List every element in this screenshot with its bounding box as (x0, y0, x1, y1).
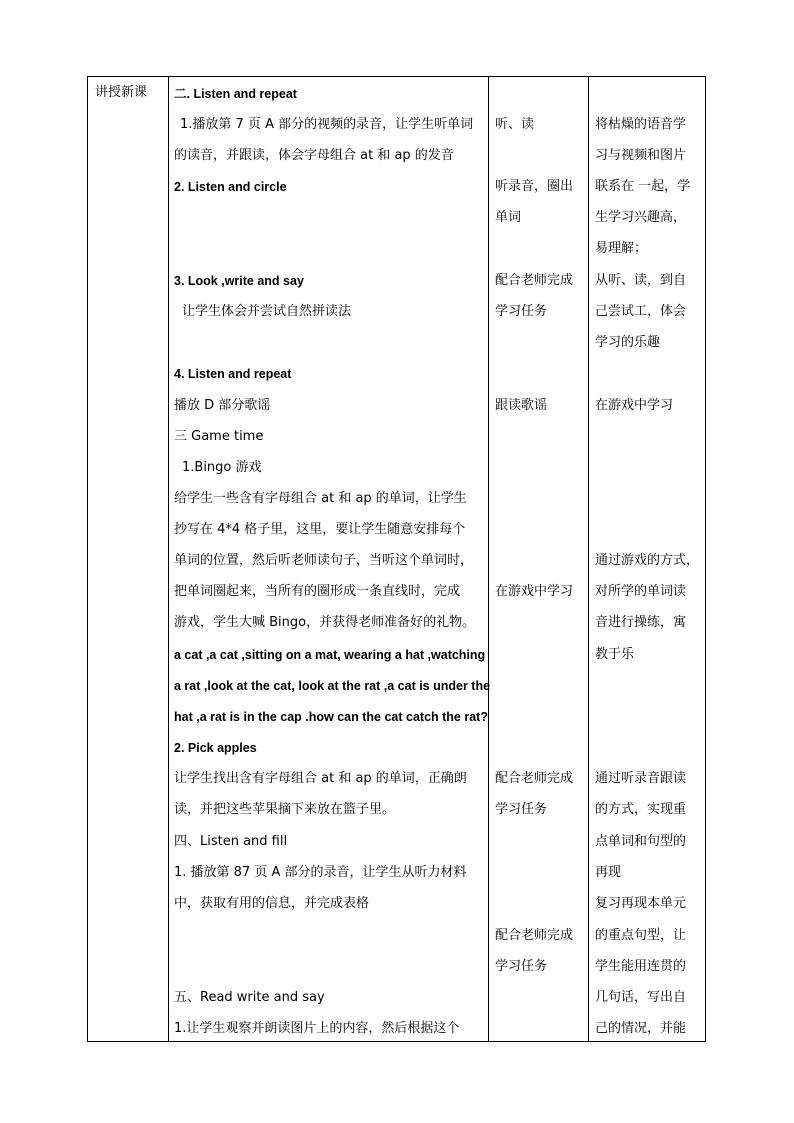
intent-line: 再现 (595, 865, 622, 880)
intent-line: 点单词和句型的 (595, 834, 687, 849)
step-line: 读，并把这些苹果摘下来放在篮子里。 (174, 802, 396, 817)
step-line: 让学生找出含有字母组合 at 和 ap 的单词，正确朗 (174, 771, 467, 786)
activity-line: 在游戏中学习 (495, 584, 574, 599)
activity-line: 单词 (495, 210, 522, 225)
intent-line: 生学习兴趣高， (595, 210, 687, 225)
intent-line: 将枯燥的语音学 (595, 117, 687, 132)
section-label: 讲授新课 (95, 85, 148, 100)
intent-line: 教于乐 (595, 647, 635, 662)
chant-line: hat ,a rat is in the cap .how can the cat catch the rat? (174, 710, 488, 724)
step-line: 单词的位置，然后听老师读句子，当听这个单词时， (174, 553, 474, 568)
intent-line: 己的情况，并能 (595, 1021, 687, 1036)
step-line: 把单词圈起来，当所有的圈形成一条直线时，完成 (174, 584, 461, 599)
lesson-plan-table (87, 76, 706, 1042)
intent-line: 复习再现本单元 (595, 896, 687, 911)
step-line: 游戏，学生大喊 Bingo，并获得老师准备好的礼物。 (174, 615, 476, 630)
activity-line: 学习任务 (495, 959, 548, 974)
step-heading: 2. Listen and circle (174, 180, 287, 194)
intent-line: 的方式，实现重 (595, 802, 687, 817)
step-heading: 五、Read write and say (174, 990, 325, 1005)
step-heading: 三 Game time (174, 429, 264, 444)
intent-line: 从听、读，到自 (595, 273, 687, 288)
activity-line: 学习任务 (495, 304, 548, 319)
activity-line: 听录音，圈出 (495, 179, 574, 194)
intent-line: 己尝试工，体会 (595, 304, 687, 319)
step-line: 让学生体会并尝试自然拼读法 (182, 304, 352, 319)
step-heading: 2. Pick apples (174, 741, 257, 755)
step-line: 1. 播放第 87 页 A 部分的录音，让学生从听力材料 (174, 865, 467, 880)
step-line: 抄写在 4*4 格子里，这里，要让学生随意安排每个 (174, 522, 466, 537)
activity-line: 配合老师完成 (495, 771, 574, 786)
column-divider (168, 77, 169, 1041)
step-line: 的读音，并跟读，体会字母组合 at 和 ap 的发音 (174, 148, 454, 163)
activity-line: 跟读歌谣 (495, 398, 548, 413)
step-heading: 4. Listen and repeat (174, 367, 292, 381)
step-line: 1.让学生观察并朗读图片上的内容，然后根据这个 (174, 1021, 460, 1036)
intent-line: 对所学的单词读 (595, 584, 687, 599)
step-line: 给学生一些含有字母组合 at 和 ap 的单词，让学生 (174, 491, 467, 506)
chant-line: a cat ,a cat ,sitting on a mat, wearing a hat ,watching (174, 648, 486, 662)
intent-line: 的重点句型，让 (595, 928, 687, 943)
intent-line: 学生能用连贯的 (595, 959, 687, 974)
intent-line: 通过游戏的方式， (595, 553, 700, 568)
intent-line: 在游戏中学习 (595, 398, 674, 413)
step-heading: 3. Look ,write and say (174, 274, 304, 288)
intent-line: 音进行操练，寓 (595, 615, 687, 630)
step-line: 1.Bingo 游戏 (182, 460, 262, 475)
step-line: 1.播放第 7 页 A 部分的视频的录音，让学生听单词 (180, 117, 474, 132)
intent-line: 学习的乐趣 (595, 335, 661, 350)
intent-line: 联系在 一起，学 (595, 179, 691, 194)
column-divider (588, 77, 589, 1041)
intent-line: 几句话，写出自 (595, 990, 687, 1005)
column-divider (488, 77, 489, 1041)
activity-line: 学习任务 (495, 802, 548, 817)
chant-line: a rat ,look at the cat, look at the rat ,a cat is under the (174, 679, 491, 693)
step-heading: 四、Listen and fill (174, 834, 288, 849)
step-line: 中，获取有用的信息，并完成表格 (174, 896, 370, 911)
step-line: 播放 D 部分歌谣 (174, 398, 271, 413)
intent-line: 通过听录音跟读 (595, 771, 687, 786)
intent-line: 易理解； (595, 241, 648, 256)
activity-line: 配合老师完成 (495, 273, 574, 288)
activity-line: 配合老师完成 (495, 928, 574, 943)
activity-line: 听、读 (495, 117, 535, 132)
step-heading: 二. Listen and repeat (174, 87, 297, 101)
intent-line: 习与视频和图片 (595, 148, 687, 163)
